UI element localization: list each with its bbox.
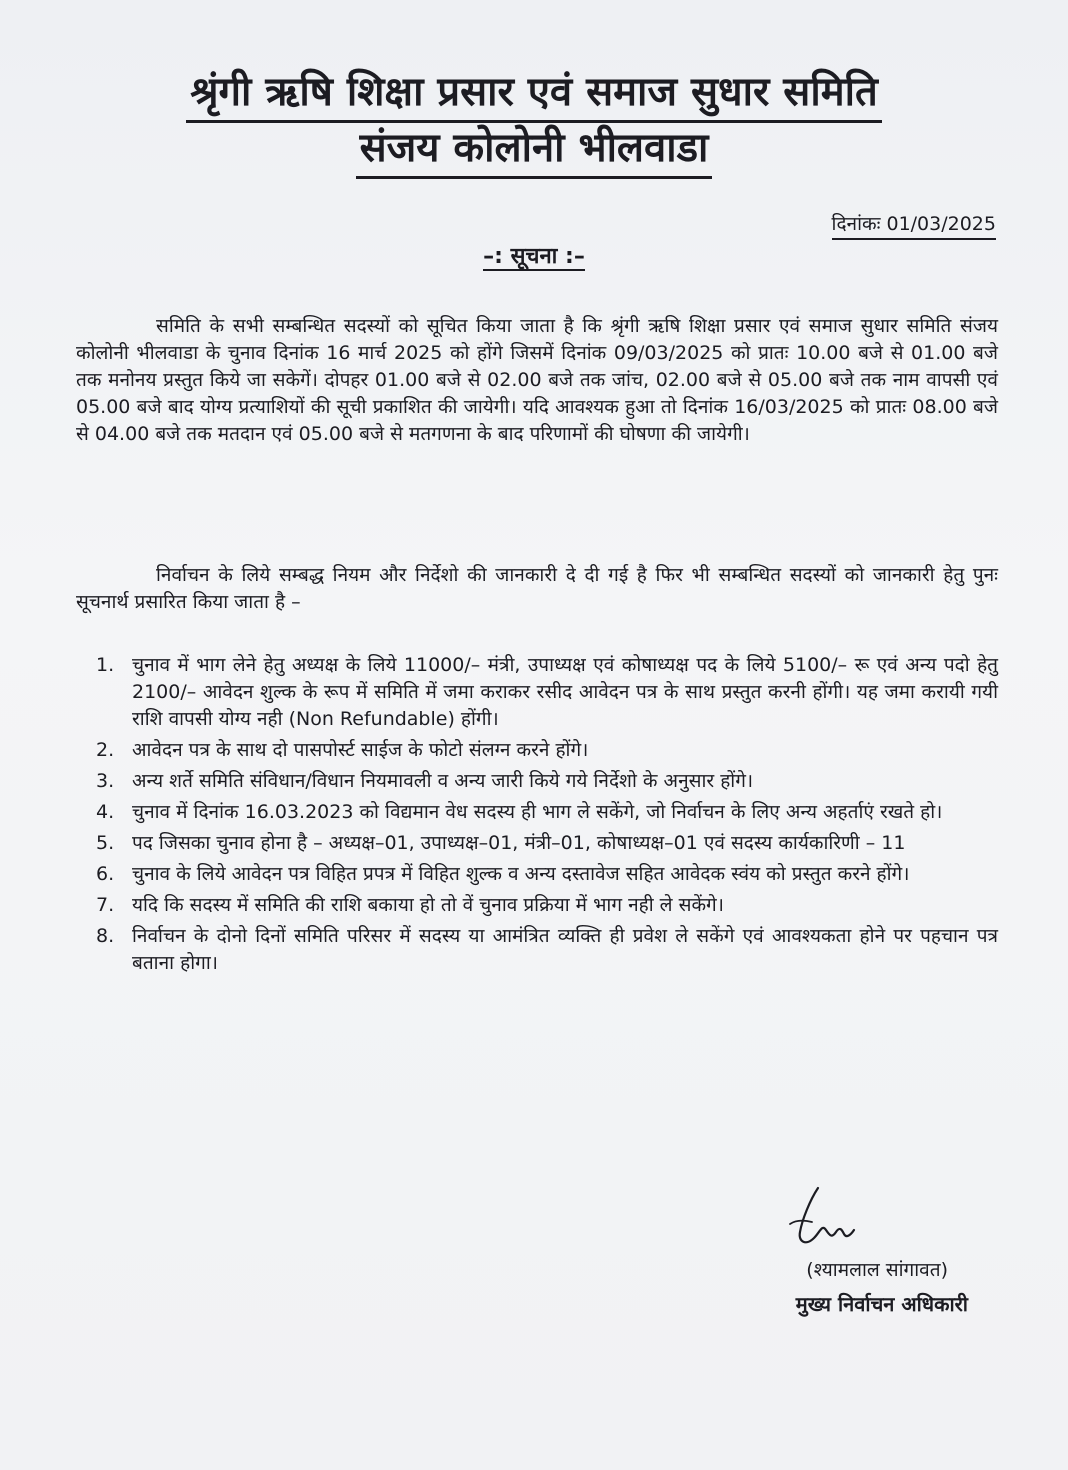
rule-text: चुनाव के लिये आवेदन पत्र विहित प्रपत्र में विहित शुल्क व अन्य दस्तावेज सहित आवेदक स्वंय को प्रस्तुत करने होंगे। (132, 863, 910, 885)
rule-text: चुनाव में दिनांक 16.03.2023 को विद्यमान वेध सदस्य ही भाग ले सकेंगे, जो निर्वाचन के लिए अन्य अहर्ताएं रखते हो। (132, 801, 943, 823)
handwritten-signature (780, 1180, 870, 1260)
signatory-title: मुख्य निर्वाचन अधिकारी (795, 1292, 968, 1316)
rule-number: 1. (96, 654, 115, 676)
notice-heading (0, 240, 1068, 274)
notice-paragraph-rules-intro: निर्वाचन के लिये सम्बद्ध नियम और निर्देशो की जानकारी दे दी गई है फिर भी सम्बन्धित सदस्यों को जानकारी हेतु पुनः सूचनार्थ प्रसारित किया जाता है – (76, 564, 998, 613)
rule-item-3 (96, 768, 998, 795)
organization-location (0, 122, 1068, 179)
notice-paragraph-election-schedule: समिति के सभी सम्बन्धित सदस्यों को सूचित किया जाता है कि श्रृंगी ऋषि शिक्षा प्रसार एवं समाज सुधार समिति संजय कोलोनी भीलवाडा के चुनाव दिनांक 16 मार्च 2025 को होंगे जिसमें दिनांक 09/03/2025 को प्रातः 10.00 बजे से 01.00 बजे तक मनोनय प्रस्तुत किये जा सकेगें। दोपहर 01.00 बजे से 02.00 बजे तक जांच, 02.00 बजे से 05.00 बजे तक नाम वापसी एवं 05.00 बजे बाद योग्य प्रत्याशियों की सूची प्रकाशित की जायेगी। यदि आवश्यक हुआ तो दिनांक 16/03/2025 को प्रातः 08.00 बजे से 04.00 बजे तक मतदान एवं 05.00 बजे से मतगणना के बाद परिणामों की घोषणा की जायेगी। (76, 315, 998, 445)
rule-item-5 (96, 830, 998, 857)
organization-name-text: श्रृंगी ऋषि शिक्षा प्रसार एवं समाज सुधार समिति (186, 66, 882, 123)
rule-text: पद जिसका चुनाव होना है – अध्यक्ष–01, उपाध्यक्ष–01, मंत्री–01, कोषाध्यक्ष–01 एवं सदस्य कार्यकारिणी – 11 (132, 832, 906, 854)
organization-location-text: संजय कोलोनी भीलवाडा (356, 122, 713, 179)
rule-number: 2. (96, 739, 115, 761)
rule-number: 7. (96, 894, 115, 916)
rule-text: निर्वाचन के दोनो दिनों समिति परिसर में सदस्य या आमंत्रित व्यक्ति ही प्रवेश ले सकेंगे एवं आवश्यकता होने पर पहचान पत्र बताना होगा। (132, 925, 998, 974)
rules-list (96, 652, 998, 981)
rule-text: चुनाव में भाग लेने हेतु अध्यक्ष के लिये 11000/– मंत्री, उपाध्यक्ष एवं कोषाध्यक्ष पद के लिये 5100/– रू एवं अन्य पदो हेतु 2100/– आवेदन शुल्क के रूप में समिति में जमा कराकर रसीद आवेदन पत्र के साथ प्रस्तुत करनी होंगी। यह जमा करायी गयी राशि वापसी योग्य नही (Non Refundable) होंगी। (132, 654, 998, 730)
rule-item-1 (96, 652, 998, 733)
rule-item-8 (96, 923, 998, 977)
rule-number: 6. (96, 863, 115, 885)
rule-text: यदि कि सदस्य में समिति की राशि बकाया हो तो वें चुनाव प्रक्रिया में भाग नही ले सकेंगे। (132, 894, 724, 916)
rule-item-6 (96, 861, 998, 888)
rule-item-2 (96, 737, 998, 764)
notice-heading-text: –: सूचना :– (483, 244, 585, 269)
rule-item-7 (96, 892, 998, 919)
notice-date: दिनांकः 01/03/2025 (832, 210, 996, 240)
rule-text: अन्य शर्ते समिति संविधान/विधान नियमावली व अन्य जारी किये गये निर्देशो के अनुसार होंगे। (132, 770, 754, 792)
rule-item-4 (96, 799, 998, 826)
rule-number: 3. (96, 770, 115, 792)
organization-name (0, 66, 1068, 123)
rule-number: 8. (96, 925, 115, 947)
rule-number: 5. (96, 832, 115, 854)
signatory-name: (श्यामलाल सांगावत) (806, 1259, 948, 1281)
rule-text: आवेदन पत्र के साथ दो पासपोर्स्ट साईज के फोटो संलग्न करने होंगे। (132, 739, 589, 761)
rule-number: 4. (96, 801, 115, 823)
